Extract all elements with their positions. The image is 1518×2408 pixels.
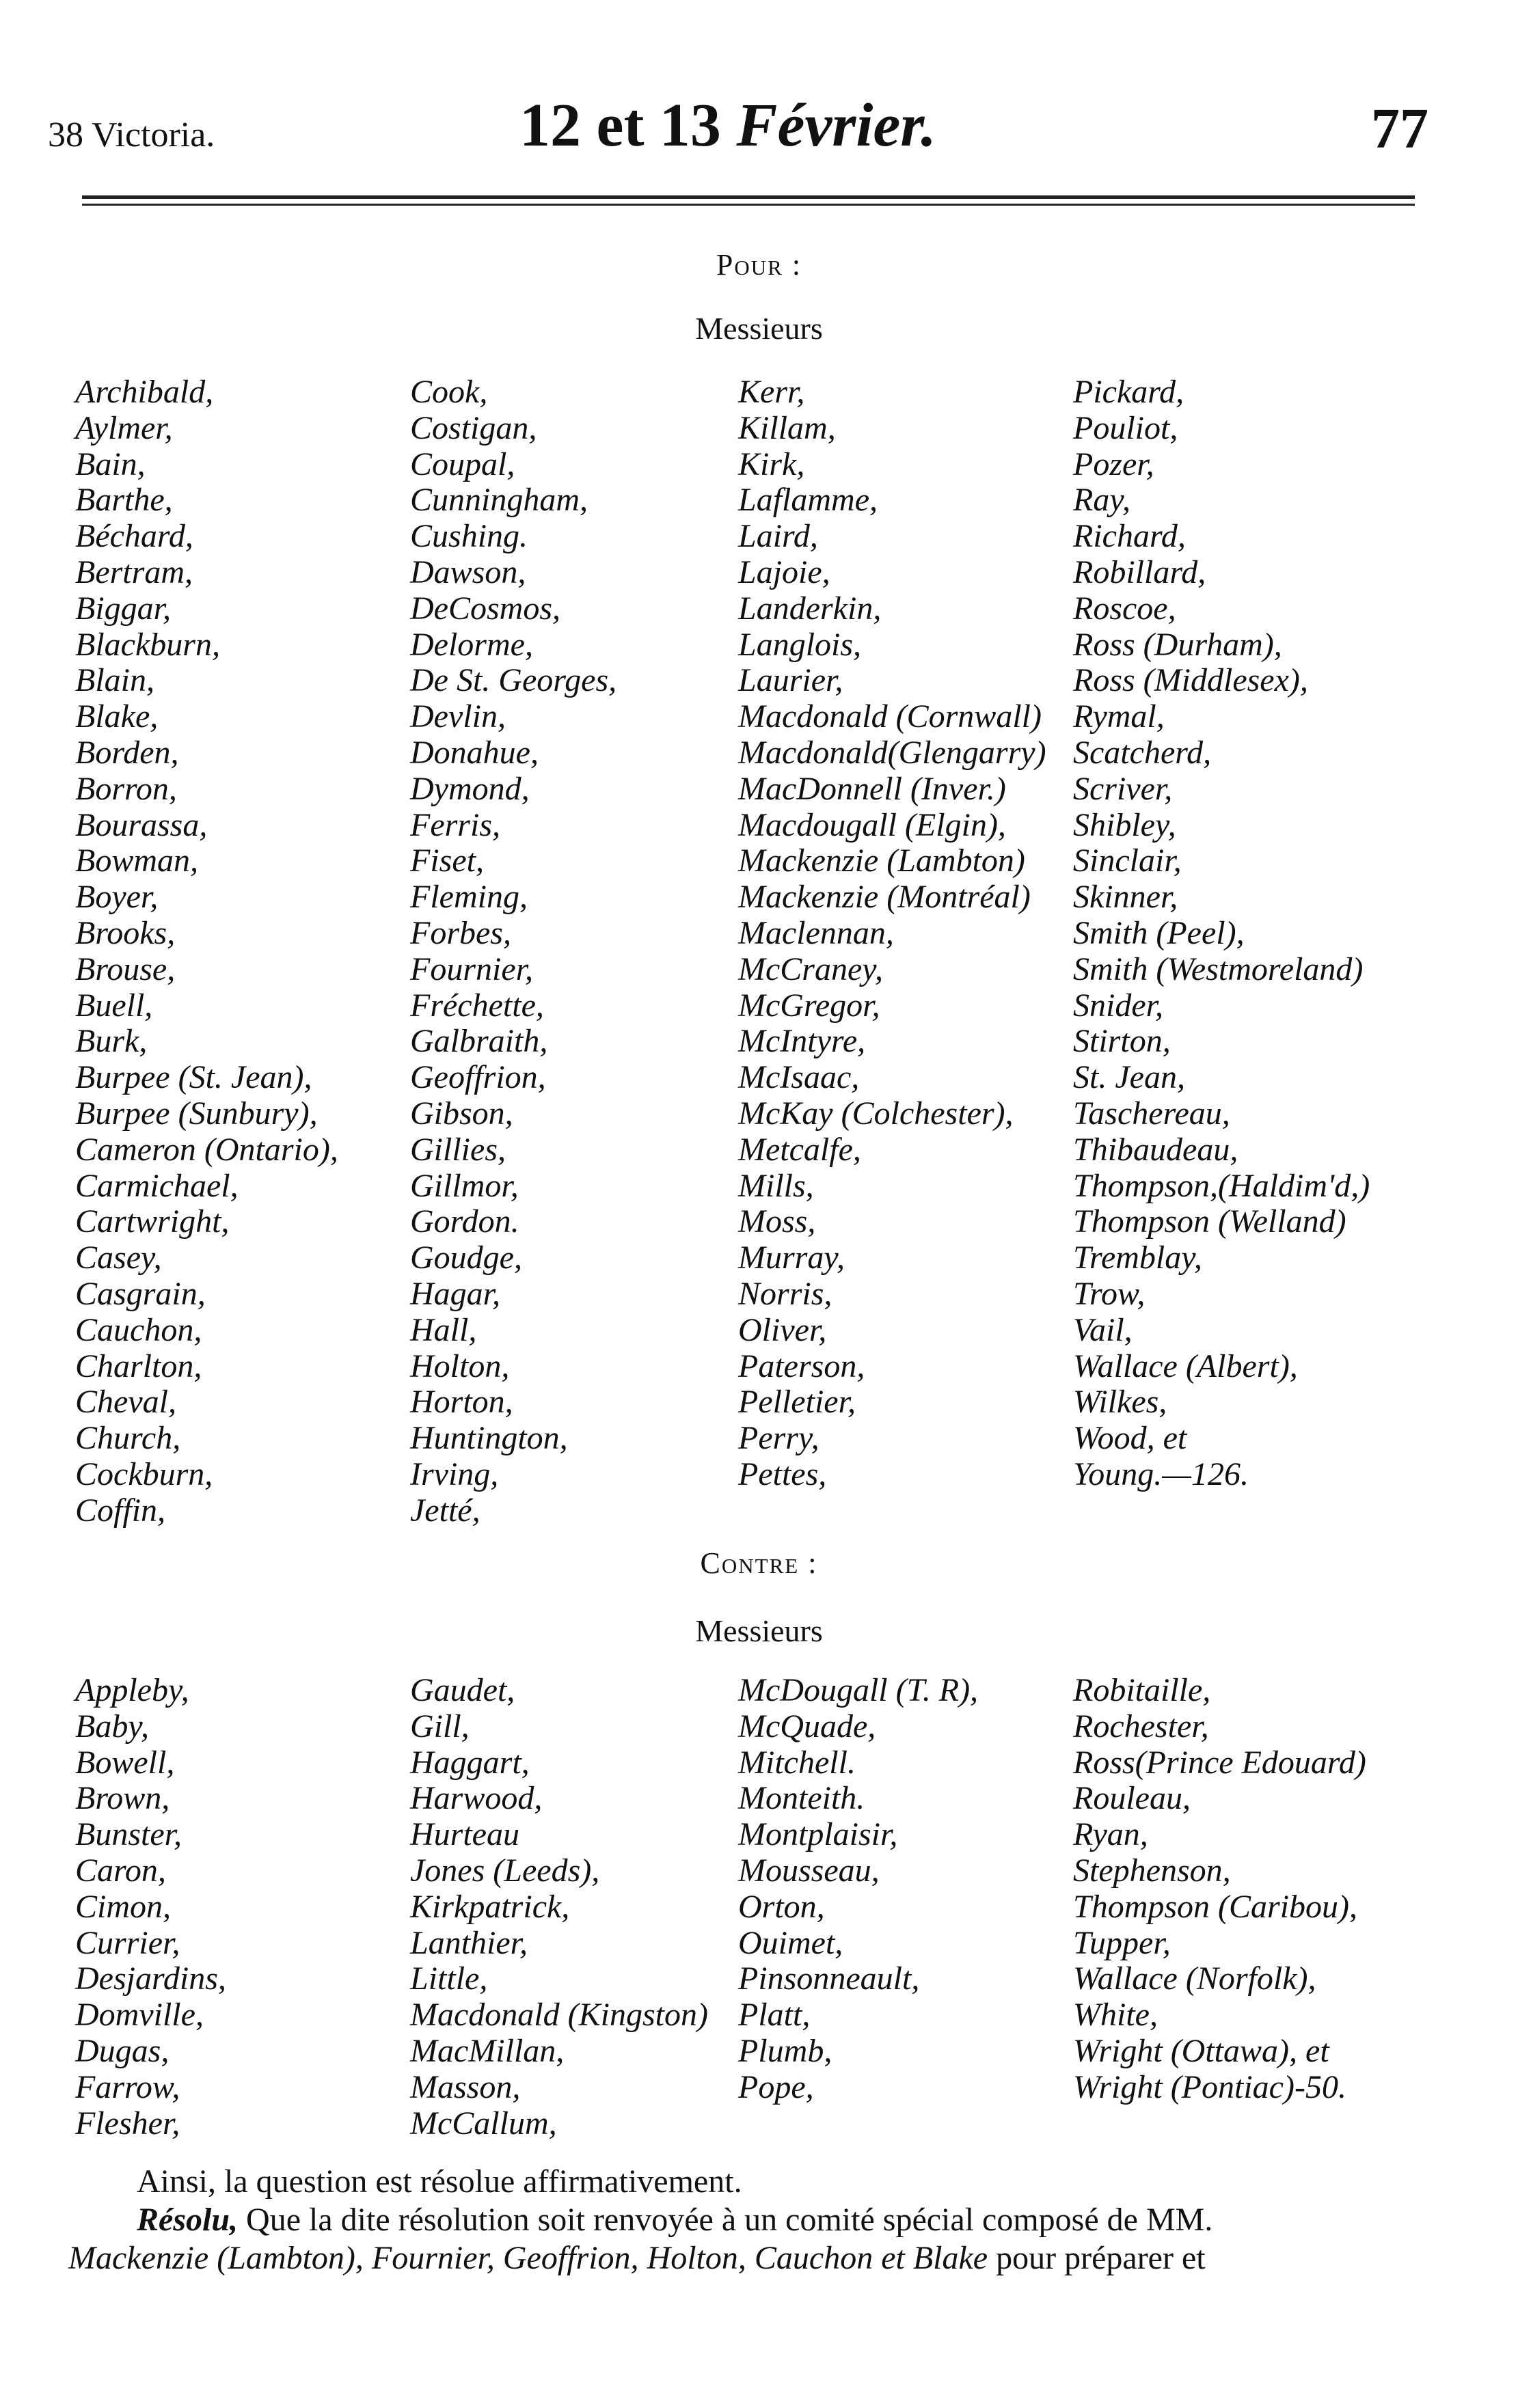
member-name: Forbes, (410, 914, 511, 951)
member-name: Scatcherd, (1073, 734, 1212, 771)
member-name: Mitchell. (738, 1744, 856, 1781)
member-name: Dawson, (410, 553, 526, 590)
member-name: Cauchon, (75, 1311, 202, 1348)
contre-column-3 (738, 1673, 978, 2106)
member-name: Appleby, (75, 1672, 189, 1708)
pour-column-3 (738, 374, 1046, 1493)
member-name: Fréchette, (410, 987, 544, 1024)
member-name: McIsaac, (738, 1059, 860, 1096)
member-name: Cimon, (75, 1888, 172, 1925)
member-name: Pozer, (1073, 446, 1154, 482)
member-name: Cartwright, (75, 1203, 230, 1240)
member-name: Platt, (738, 1997, 811, 2034)
member-name: Bourassa, (75, 806, 208, 843)
member-name: Devlin, (410, 698, 506, 735)
member-name: Ryan, (1073, 1816, 1148, 1853)
member-name: Domville, (75, 1997, 204, 2034)
member-name: McCraney, (738, 950, 883, 987)
member-name: Gillmor, (410, 1167, 519, 1204)
member-name: St. Jean, (1073, 1059, 1185, 1096)
member-name: Macdonald (Kingston) (410, 1997, 708, 2034)
member-name: Mackenzie (Lambton) (738, 843, 1025, 879)
contre-heading: Contre : (700, 1546, 818, 1580)
member-name: Jetté, (410, 1492, 480, 1529)
member-name: Cockburn, (75, 1455, 213, 1492)
member-name: Young.—126. (1073, 1455, 1249, 1492)
member-name: Fiset, (410, 843, 484, 879)
member-name: Metcalfe, (738, 1131, 861, 1168)
member-name: Macdonald(Glengarry) (738, 734, 1046, 771)
member-name: Brouse, (75, 950, 176, 987)
member-name: Cameron (Ontario), (75, 1131, 338, 1168)
member-name: Trow, (1073, 1275, 1146, 1312)
member-name: Smith (Peel), (1073, 914, 1245, 951)
member-name: Macdonald (Cornwall) (738, 698, 1042, 735)
committee-line (68, 2239, 1206, 2277)
member-name: Harwood, (410, 1780, 543, 1817)
result-line: Ainsi, la question est résolue affirmativement. (137, 2163, 742, 2200)
pour-heading: Pour : (716, 248, 802, 282)
contre-column-4 (1073, 1673, 1366, 2106)
member-name: Thibaudeau, (1073, 1131, 1238, 1168)
member-name: Pettes, (738, 1455, 827, 1492)
member-name: Moss, (738, 1203, 816, 1240)
member-name: Mills, (738, 1167, 814, 1204)
member-name: Barthe, (75, 482, 173, 519)
member-name: Tupper, (1073, 1924, 1171, 1961)
member-name: Wright (Pontiac)-50. (1073, 2068, 1346, 2105)
member-name: Gibson, (410, 1095, 513, 1132)
member-name: Ray, (1073, 482, 1130, 519)
member-name: Flesher, (75, 2105, 180, 2142)
member-name: Oliver, (738, 1311, 827, 1348)
header-rule-thick (82, 195, 1415, 199)
member-name: Robillard, (1073, 553, 1206, 590)
member-name: Laflamme, (738, 482, 878, 519)
member-name: Kirk, (738, 446, 805, 482)
member-name: Gillies, (410, 1131, 506, 1168)
member-name: Jones (Leeds), (410, 1852, 600, 1889)
member-name: Burk, (75, 1023, 148, 1060)
committee-purpose: pour préparer et (988, 2240, 1206, 2276)
member-name: Montplaisir, (738, 1816, 898, 1853)
member-name: Macdougall (Elgin), (738, 806, 1006, 843)
member-name: Thompson,(Haldim'd,) (1073, 1167, 1370, 1204)
member-name: Bowell, (75, 1744, 175, 1781)
member-name: Lajoie, (738, 553, 830, 590)
member-name: Hagar, (410, 1275, 501, 1312)
page-date (519, 90, 936, 161)
member-name: Bertram, (75, 553, 193, 590)
member-name: Thompson (Welland) (1073, 1203, 1346, 1240)
member-name: Currier, (75, 1924, 180, 1961)
member-name: Ross(Prince Edouard) (1073, 1744, 1366, 1781)
member-name: Galbraith, (410, 1023, 548, 1060)
member-name: Ouimet, (738, 1924, 843, 1961)
member-name: Dymond, (410, 770, 530, 807)
member-name: Holton, (410, 1347, 510, 1384)
member-name: Rymal, (1073, 698, 1165, 735)
member-name: Fournier, (410, 950, 533, 987)
member-name: Costigan, (410, 409, 537, 446)
member-name: Robitaille, (1073, 1672, 1211, 1708)
resolu-line (137, 2201, 1212, 2239)
member-name: Burpee (St. Jean), (75, 1059, 312, 1096)
member-name: Thompson (Caribou), (1073, 1888, 1358, 1925)
member-name: Aylmer, (75, 409, 173, 446)
resolu-label: Résolu, (137, 2202, 239, 2238)
contre-column-1 (75, 1673, 226, 2142)
member-name: Plumb, (738, 2032, 832, 2069)
member-name: Archibald, (75, 374, 214, 410)
member-name: Pelletier, (738, 1384, 856, 1421)
member-name: Perry, (738, 1420, 819, 1457)
member-name: Sinclair, (1073, 843, 1182, 879)
member-name: Burpee (Sunbury), (75, 1095, 318, 1132)
member-name: Caron, (75, 1852, 166, 1889)
member-name: Mousseau, (738, 1852, 880, 1889)
pour-column-1 (75, 374, 338, 1529)
member-name: Biggar, (75, 590, 172, 627)
date-month: Février. (736, 92, 936, 159)
member-name: Masson, (410, 2068, 521, 2105)
member-name: Wright (Ottawa), et (1073, 2032, 1329, 2069)
member-name: Irving, (410, 1455, 499, 1492)
member-name: Pouliot, (1073, 409, 1178, 446)
member-name: Bunster, (75, 1816, 182, 1853)
member-name: Delorme, (410, 626, 533, 663)
pour-column-2 (410, 374, 616, 1529)
member-name: Wallace (Norfolk), (1073, 1960, 1316, 1997)
member-name: Langlois, (738, 626, 862, 663)
member-name: Laird, (738, 518, 818, 555)
member-name: Bain, (75, 446, 146, 482)
member-name: Paterson, (738, 1347, 865, 1384)
member-name: Buell, (75, 987, 153, 1024)
member-name: Orton, (738, 1888, 825, 1925)
member-name: Brown, (75, 1780, 170, 1817)
member-name: Kerr, (738, 374, 805, 410)
member-name: Stirton, (1073, 1023, 1171, 1060)
member-name: Rochester, (1073, 1708, 1209, 1745)
member-name: Baby, (75, 1708, 149, 1745)
member-name: McGregor, (738, 987, 880, 1024)
member-name: Cunningham, (410, 482, 588, 519)
member-name: Wood, et (1073, 1420, 1187, 1457)
member-name: Haggart, (410, 1744, 530, 1781)
member-name: Blackburn, (75, 626, 220, 663)
member-name: Hurteau (410, 1816, 519, 1853)
member-name: Boyer, (75, 879, 159, 916)
member-name: McIntyre, (738, 1023, 866, 1060)
member-name: Fleming, (410, 879, 528, 916)
member-name: Casgrain, (75, 1275, 206, 1312)
member-name: Shibley, (1073, 806, 1176, 843)
member-name: Gordon. (410, 1203, 519, 1240)
pour-column-4 (1073, 374, 1370, 1493)
member-name: Killam, (738, 409, 836, 446)
committee-names: Mackenzie (Lambton), Fournier, Geoffrion, Holton, Cauchon et Blake (68, 2240, 988, 2276)
member-name: Wallace (Albert), (1073, 1347, 1298, 1384)
member-name: Gill, (410, 1708, 470, 1745)
member-name: Richard, (1073, 518, 1186, 555)
member-name: Ross (Durham), (1073, 626, 1282, 663)
member-name: MacMillan, (410, 2032, 565, 2069)
member-name: Snider, (1073, 987, 1163, 1024)
member-name: Ferris, (410, 806, 500, 843)
member-name: Wilkes, (1073, 1384, 1167, 1421)
member-name: Coffin, (75, 1492, 166, 1529)
page-header (48, 82, 1428, 164)
member-name: Church, (75, 1420, 181, 1457)
member-name: McQuade, (738, 1708, 876, 1745)
member-name: Ross (Middlesex), (1073, 662, 1308, 699)
member-name: Scriver, (1073, 770, 1173, 807)
member-name: Mackenzie (Montréal) (738, 879, 1031, 916)
member-name: De St. Georges, (410, 662, 617, 699)
member-name: Hall, (410, 1311, 477, 1348)
member-name: Dugas, (75, 2032, 170, 2069)
member-name: MacDonnell (Inver.) (738, 770, 1006, 807)
member-name: Blain, (75, 662, 154, 699)
member-name: McKay (Colchester), (738, 1095, 1014, 1132)
member-name: Tremblay, (1073, 1240, 1202, 1276)
contre-messieurs: Messieurs (695, 1613, 823, 1648)
member-name: Laurier, (738, 662, 843, 699)
member-name: McDougall (T. R), (738, 1672, 979, 1708)
session-label: 38 Victoria. (48, 115, 215, 154)
member-name: Murray, (738, 1240, 845, 1276)
member-name: Geoffrion, (410, 1059, 546, 1096)
member-name: Casey, (75, 1240, 162, 1276)
member-name: Borron, (75, 770, 177, 807)
member-name: Maclennan, (738, 914, 894, 951)
member-name: White, (1073, 1997, 1158, 2034)
member-name: Pope, (738, 2068, 814, 2105)
member-name: Huntington, (410, 1420, 568, 1457)
contre-column-2 (410, 1673, 708, 2142)
member-name: Smith (Westmoreland) (1073, 950, 1364, 987)
member-name: Roscoe, (1073, 590, 1176, 627)
member-name: Vail, (1073, 1311, 1133, 1348)
member-name: Brooks, (75, 914, 176, 951)
member-name: Norris, (738, 1275, 832, 1312)
member-name: Cushing. (410, 518, 528, 555)
member-name: Desjardins, (75, 1960, 226, 1997)
member-name: Carmichael, (75, 1167, 239, 1204)
member-name: Blake, (75, 698, 159, 735)
member-name: Skinner, (1073, 879, 1178, 916)
member-name: Kirkpatrick, (410, 1888, 570, 1925)
member-name: Béchard, (75, 518, 193, 555)
member-name: Borden, (75, 734, 179, 771)
member-name: DeCosmos, (410, 590, 561, 627)
member-name: Stephenson, (1073, 1852, 1231, 1889)
member-name: Charlton, (75, 1347, 202, 1384)
header-rule-thin (82, 204, 1415, 206)
member-name: Cook, (410, 374, 488, 410)
member-name: Horton, (410, 1384, 513, 1421)
date-days: 12 et 13 (519, 92, 721, 159)
member-name: Goudge, (410, 1240, 522, 1276)
member-name: Pickard, (1073, 374, 1184, 410)
member-name: Cheval, (75, 1384, 176, 1421)
resolu-text: Que la dite résolution soit renvoyée à un comité spécial composé de MM. (238, 2202, 1213, 2238)
member-name: Donahue, (410, 734, 539, 771)
member-name: Rouleau, (1073, 1780, 1191, 1817)
page-number: 77 (1371, 97, 1428, 161)
member-name: Monteith. (738, 1780, 865, 1817)
member-name: Bowman, (75, 843, 198, 879)
member-name: Landerkin, (738, 590, 882, 627)
member-name: Lanthier, (410, 1924, 528, 1961)
member-name: Taschereau, (1073, 1095, 1230, 1132)
member-name: Farrow, (75, 2068, 180, 2105)
member-name: Pinsonneault, (738, 1960, 920, 1997)
member-name: Coupal, (410, 446, 515, 482)
member-name: Little, (410, 1960, 488, 1997)
member-name: Gaudet, (410, 1672, 515, 1708)
member-name: McCallum, (410, 2105, 557, 2142)
pour-messieurs: Messieurs (695, 311, 823, 346)
